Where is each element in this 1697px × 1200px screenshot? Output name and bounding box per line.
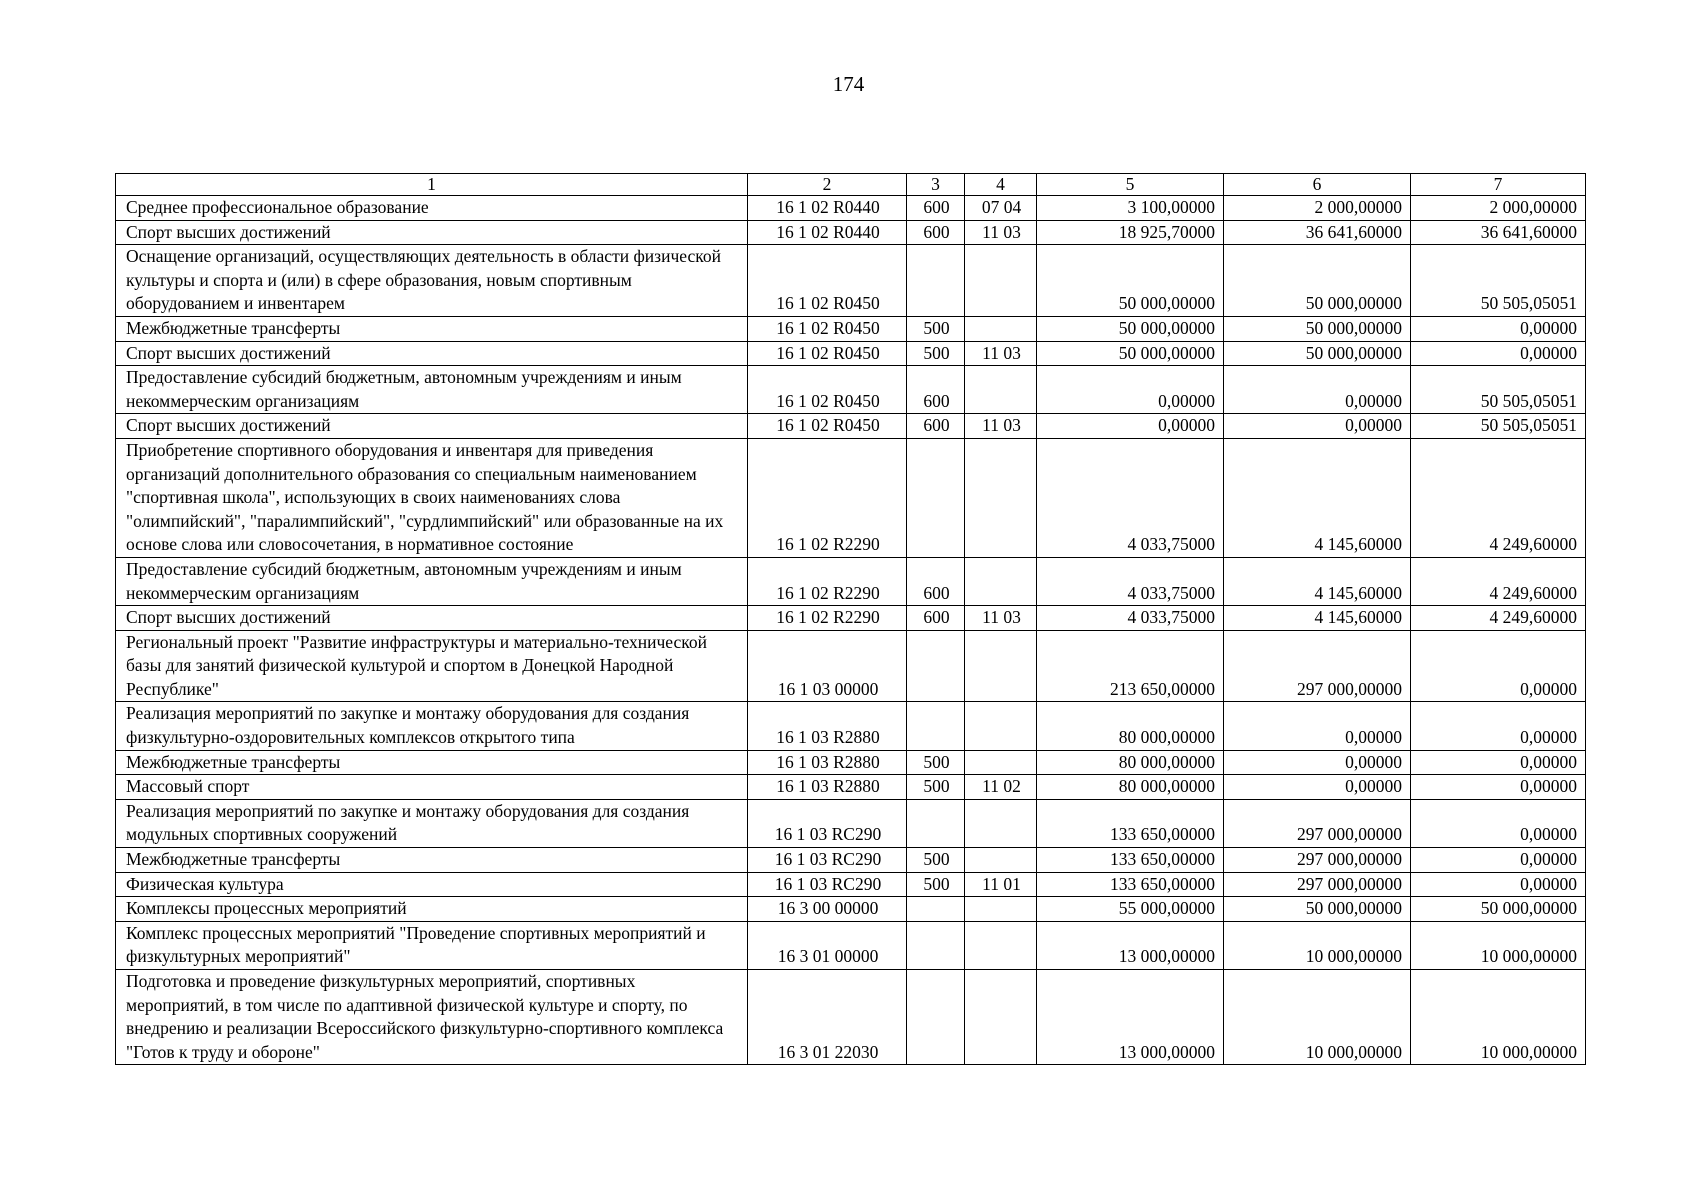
amount-col-7: 0,00000 [1411,775,1586,800]
amount-col-7: 4 249,60000 [1411,557,1586,605]
item-name: Спорт высших достижений [116,220,748,245]
expense-type [907,630,965,702]
target-article-code: 16 1 02 R2290 [748,438,907,557]
amount-col-7: 0,00000 [1411,750,1586,775]
target-article-code: 16 1 02 R0450 [748,414,907,439]
amount-col-7: 0,00000 [1411,341,1586,366]
section-code: 07 04 [965,196,1037,221]
amount-col-6: 50 000,00000 [1224,316,1411,341]
amount-col-5: 80 000,00000 [1037,702,1224,750]
table-row [116,245,1586,317]
section-code [965,702,1037,750]
item-name: Межбюджетные трансферты [116,316,748,341]
target-article-code: 16 1 03 R2880 [748,775,907,800]
table-row [116,220,1586,245]
amount-col-7: 0,00000 [1411,872,1586,897]
amount-col-5: 133 650,00000 [1037,799,1224,847]
target-article-code: 16 1 03 RC290 [748,848,907,873]
section-code [965,438,1037,557]
amount-col-5: 13 000,00000 [1037,970,1224,1065]
expense-type: 500 [907,775,965,800]
item-name: Реализация мероприятий по закупке и монтажу оборудования для создания физкультурно-оздоровительных комплексов открытого типа [116,702,748,750]
section-code: 11 03 [965,606,1037,631]
amount-col-7: 10 000,00000 [1411,921,1586,969]
amount-col-7: 4 249,60000 [1411,438,1586,557]
item-name: Спорт высших достижений [116,414,748,439]
amount-col-5: 50 000,00000 [1037,316,1224,341]
section-code [965,897,1037,922]
target-article-code: 16 1 03 00000 [748,630,907,702]
amount-col-5: 18 925,70000 [1037,220,1224,245]
item-name: Реализация мероприятий по закупке и монтажу оборудования для создания модульных спортивных сооружений [116,799,748,847]
expense-type [907,897,965,922]
amount-col-6: 2 000,00000 [1224,196,1411,221]
amount-col-7: 50 505,05051 [1411,245,1586,317]
target-article-code: 16 1 02 R0440 [748,220,907,245]
section-code [965,557,1037,605]
target-article-code: 16 1 03 R2880 [748,750,907,775]
amount-col-5: 80 000,00000 [1037,775,1224,800]
item-name: Среднее профессиональное образование [116,196,748,221]
item-name: Физическая культура [116,872,748,897]
expense-type: 600 [907,196,965,221]
amount-col-7: 50 505,05051 [1411,366,1586,414]
amount-col-7: 50 000,00000 [1411,897,1586,922]
column-header: 2 [748,174,907,196]
table-row [116,414,1586,439]
target-article-code: 16 1 03 RC290 [748,799,907,847]
table-row [116,196,1586,221]
amount-col-6: 50 000,00000 [1224,341,1411,366]
table-row [116,630,1586,702]
amount-col-7: 50 505,05051 [1411,414,1586,439]
amount-col-5: 13 000,00000 [1037,921,1224,969]
header-row [116,174,1586,196]
expense-type: 500 [907,316,965,341]
column-header: 1 [116,174,748,196]
expense-type [907,970,965,1065]
target-article-code: 16 3 00 00000 [748,897,907,922]
target-article-code: 16 1 02 R0450 [748,341,907,366]
section-code: 11 02 [965,775,1037,800]
section-code: 11 03 [965,414,1037,439]
target-article-code: 16 1 02 R2290 [748,557,907,605]
amount-col-6: 4 145,60000 [1224,438,1411,557]
item-name: Комплекс процессных мероприятий "Проведение спортивных мероприятий и физкультурных мероприятий" [116,921,748,969]
amount-col-5: 133 650,00000 [1037,848,1224,873]
section-code [965,750,1037,775]
amount-col-6: 0,00000 [1224,366,1411,414]
amount-col-5: 4 033,75000 [1037,557,1224,605]
amount-col-7: 0,00000 [1411,799,1586,847]
amount-col-5: 80 000,00000 [1037,750,1224,775]
expense-type [907,921,965,969]
expense-type [907,438,965,557]
amount-col-6: 297 000,00000 [1224,872,1411,897]
amount-col-5: 50 000,00000 [1037,245,1224,317]
item-name: Приобретение спортивного оборудования и инвентаря для приведения организаций дополнительного образования со специальным наименованием "спортивная школа", использующих в своих наименованиях слова "олимпийский", "паралимпийский", "сурдлимпийский" или образованные на их основе слова или словосочетания, в нормативное состояние [116,438,748,557]
table-row [116,702,1586,750]
target-article-code: 16 1 02 R2290 [748,606,907,631]
table-row [116,799,1586,847]
table-row [116,921,1586,969]
amount-col-6: 50 000,00000 [1224,245,1411,317]
item-name: Спорт высших достижений [116,606,748,631]
column-header: 7 [1411,174,1586,196]
table-row [116,872,1586,897]
section-code: 11 03 [965,341,1037,366]
amount-col-5: 50 000,00000 [1037,341,1224,366]
item-name: Спорт высших достижений [116,341,748,366]
expense-type: 600 [907,557,965,605]
amount-col-6: 0,00000 [1224,414,1411,439]
target-article-code: 16 1 03 R2880 [748,702,907,750]
amount-col-7: 0,00000 [1411,316,1586,341]
amount-col-7: 4 249,60000 [1411,606,1586,631]
item-name: Региональный проект "Развитие инфраструктуры и материально-технической базы для занятий физической культурой и спортом в Донецкой Народной Республике" [116,630,748,702]
section-code [965,921,1037,969]
amount-col-6: 0,00000 [1224,775,1411,800]
table-row [116,848,1586,873]
table-row [116,970,1586,1065]
amount-col-6: 4 145,60000 [1224,557,1411,605]
expense-type: 600 [907,220,965,245]
table-row [116,316,1586,341]
item-name: Оснащение организаций, осуществляющих деятельность в области физической культуры и спорта и (или) в сфере образования, новым спортивным оборудованием и инвентарем [116,245,748,317]
amount-col-5: 133 650,00000 [1037,872,1224,897]
page-number: 174 [832,72,865,96]
amount-col-7: 0,00000 [1411,702,1586,750]
target-article-code: 16 1 02 R0450 [748,245,907,317]
item-name: Межбюджетные трансферты [116,750,748,775]
section-code: 11 03 [965,220,1037,245]
amount-col-6: 4 145,60000 [1224,606,1411,631]
column-header: 3 [907,174,965,196]
expense-type: 500 [907,848,965,873]
section-code: 11 01 [965,872,1037,897]
amount-col-6: 10 000,00000 [1224,970,1411,1065]
target-article-code: 16 1 03 RC290 [748,872,907,897]
target-article-code: 16 3 01 00000 [748,921,907,969]
amount-col-5: 4 033,75000 [1037,606,1224,631]
target-article-code: 16 1 02 R0450 [748,316,907,341]
table-row [116,438,1586,557]
expense-type: 600 [907,366,965,414]
section-code [965,630,1037,702]
expense-type: 500 [907,750,965,775]
amount-col-7: 2 000,00000 [1411,196,1586,221]
target-article-code: 16 1 02 R0440 [748,196,907,221]
item-name: Предоставление субсидий бюджетным, автономным учреждениям и иным некоммерческим организациям [116,557,748,605]
table-row [116,366,1586,414]
section-code [965,366,1037,414]
amount-col-5: 4 033,75000 [1037,438,1224,557]
amount-col-5: 55 000,00000 [1037,897,1224,922]
section-code [965,848,1037,873]
amount-col-6: 10 000,00000 [1224,921,1411,969]
amount-col-5: 0,00000 [1037,414,1224,439]
expense-type: 600 [907,606,965,631]
amount-col-6: 0,00000 [1224,750,1411,775]
item-name: Комплексы процессных мероприятий [116,897,748,922]
table-body [116,196,1586,1065]
amount-col-5: 3 100,00000 [1037,196,1224,221]
table-row [116,557,1586,605]
expense-type [907,702,965,750]
table-row [116,897,1586,922]
expense-type [907,799,965,847]
section-code [965,970,1037,1065]
table-row [116,775,1586,800]
amount-col-7: 0,00000 [1411,848,1586,873]
amount-col-6: 297 000,00000 [1224,848,1411,873]
table-row [116,606,1586,631]
expense-type: 500 [907,341,965,366]
amount-col-7: 10 000,00000 [1411,970,1586,1065]
amount-col-6: 297 000,00000 [1224,799,1411,847]
table-row [116,750,1586,775]
column-header: 5 [1037,174,1224,196]
budget-table [115,173,1586,1065]
expense-type: 600 [907,414,965,439]
amount-col-6: 0,00000 [1224,702,1411,750]
table-row [116,341,1586,366]
expense-type [907,245,965,317]
expense-type: 500 [907,872,965,897]
target-article-code: 16 1 02 R0450 [748,366,907,414]
section-code [965,245,1037,317]
section-code [965,316,1037,341]
item-name: Межбюджетные трансферты [116,848,748,873]
amount-col-7: 0,00000 [1411,630,1586,702]
item-name: Подготовка и проведение физкультурных мероприятий, спортивных мероприятий, в том числе по адаптивной физической культуре и спорту, по внедрению и реализации Всероссийского физкультурно-спортивного комплекса "Готов к труду и обороне" [116,970,748,1065]
amount-col-5: 0,00000 [1037,366,1224,414]
amount-col-6: 50 000,00000 [1224,897,1411,922]
column-header: 6 [1224,174,1411,196]
section-code [965,799,1037,847]
amount-col-5: 213 650,00000 [1037,630,1224,702]
item-name: Массовый спорт [116,775,748,800]
item-name: Предоставление субсидий бюджетным, автономным учреждениям и иным некоммерческим организациям [116,366,748,414]
column-header: 4 [965,174,1037,196]
amount-col-6: 36 641,60000 [1224,220,1411,245]
target-article-code: 16 3 01 22030 [748,970,907,1065]
amount-col-6: 297 000,00000 [1224,630,1411,702]
amount-col-7: 36 641,60000 [1411,220,1586,245]
